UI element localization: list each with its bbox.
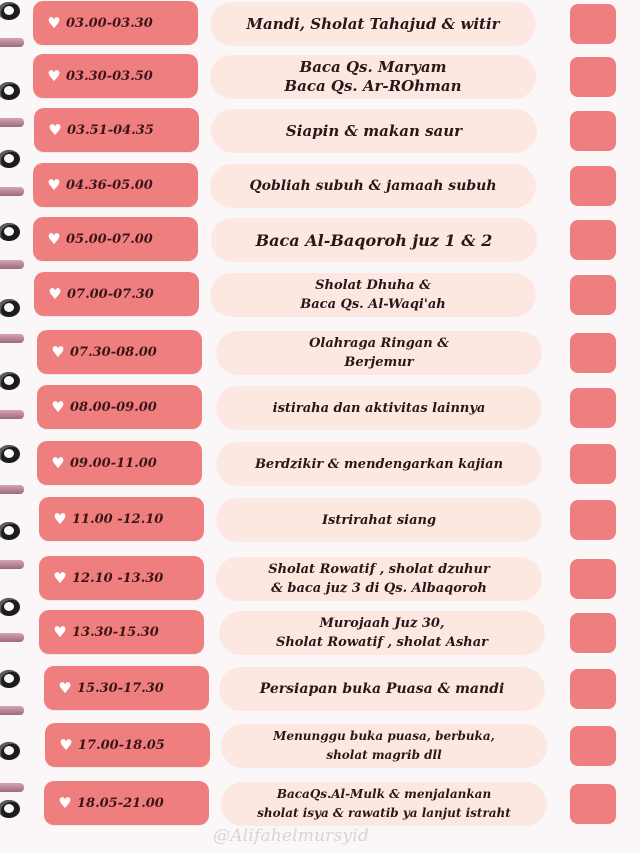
checkbox[interactable] — [570, 726, 616, 766]
heart-icon: ♥ — [47, 14, 61, 32]
time-label: 11.00 -12.10 — [72, 511, 164, 527]
heart-icon: ♥ — [51, 343, 65, 361]
schedule-row — [0, 267, 640, 321]
time-label: 08.00-09.00 — [70, 399, 157, 415]
activity-pill — [221, 782, 547, 826]
time-label: 17.00-18.05 — [78, 737, 165, 753]
activity-pill — [210, 164, 536, 208]
checkbox[interactable] — [570, 166, 616, 206]
heart-icon: ♥ — [53, 510, 67, 528]
activity-pill — [221, 724, 547, 768]
heart-icon: ♥ — [53, 569, 67, 587]
time-slot — [34, 272, 199, 316]
heart-icon: ♥ — [47, 176, 61, 194]
heart-icon: ♥ — [59, 736, 73, 754]
time-slot — [37, 441, 202, 485]
activity-label: BacaQs.Al-Mulk & menjalankan — [276, 787, 492, 801]
activity-pill — [219, 611, 545, 655]
heart-icon: ♥ — [48, 121, 62, 139]
time-slot — [33, 1, 198, 45]
activity-label: Sholat Rowatif , sholat Ashar — [275, 635, 489, 650]
checkbox[interactable] — [570, 275, 616, 315]
heart-icon: ♥ — [48, 285, 62, 303]
checkbox[interactable] — [570, 613, 616, 653]
checkbox[interactable] — [570, 4, 616, 44]
schedule-row — [0, 718, 640, 772]
time-slot — [37, 330, 202, 374]
activity-label: Berdzikir & mendengarkan kajian — [254, 456, 504, 472]
time-label: 09.00-11.00 — [70, 455, 157, 471]
checkbox[interactable] — [570, 669, 616, 709]
checkbox[interactable] — [570, 444, 616, 484]
activity-label: Persiapan buka Puasa & mandi — [259, 680, 505, 697]
time-label: 05.00-07.00 — [66, 231, 153, 247]
activity-label: Olahraga Ringan & — [309, 336, 449, 351]
time-label: 13.30-15.30 — [72, 624, 159, 640]
time-slot — [39, 556, 204, 600]
activity-pill — [210, 2, 536, 46]
activity-label: Menunggu buka puasa, berbuka, — [273, 729, 495, 743]
checkbox[interactable] — [570, 559, 616, 599]
activity-label: Istrirahat siang — [321, 512, 437, 528]
schedule-row — [0, 0, 640, 50]
schedule-row — [0, 380, 640, 434]
checkbox[interactable] — [570, 784, 616, 824]
checkbox[interactable] — [570, 111, 616, 151]
time-label: 03.30-03.50 — [66, 68, 153, 84]
activity-label: Baca Qs. Maryam — [299, 58, 447, 76]
time-slot — [39, 497, 204, 541]
schedule-row — [0, 551, 640, 605]
activity-label: sholat isya & rawatib ya lanjut istraht — [257, 806, 511, 820]
time-label: 12.10 -13.30 — [72, 570, 164, 586]
activity-pill — [219, 667, 545, 711]
schedule-row — [0, 661, 640, 715]
activity-label: Baca Qs. Al-Waqi'ah — [300, 297, 446, 312]
activity-pill — [216, 386, 542, 430]
heart-icon: ♥ — [51, 454, 65, 472]
heart-icon: ♥ — [53, 623, 67, 641]
time-label: 03.00-03.30 — [66, 15, 153, 31]
heart-icon: ♥ — [47, 67, 61, 85]
activity-label: Baca Al-Baqoroh juz 1 & 2 — [255, 230, 493, 250]
activity-label: & baca juz 3 di Qs. Albaqoroh — [271, 581, 487, 596]
schedule-row — [0, 49, 640, 103]
activity-pill — [211, 218, 537, 262]
activity-pill — [216, 331, 542, 375]
schedule-row — [0, 325, 640, 379]
schedule-row — [0, 492, 640, 546]
checkbox[interactable] — [570, 333, 616, 373]
heart-icon: ♥ — [58, 794, 72, 812]
time-slot — [34, 108, 199, 152]
schedule-row — [0, 158, 640, 212]
activity-label: Berjemur — [344, 355, 414, 370]
schedule-row — [0, 605, 640, 659]
schedule-row — [0, 212, 640, 266]
heart-icon: ♥ — [58, 679, 72, 697]
heart-icon: ♥ — [51, 398, 65, 416]
activity-label: Siapin & makan saur — [285, 121, 463, 140]
activity-label: Sholat Dhuha & — [315, 278, 431, 293]
schedule-row — [0, 436, 640, 490]
time-slot — [39, 610, 204, 654]
time-label: 07.30-08.00 — [70, 344, 157, 360]
time-slot — [37, 385, 202, 429]
schedule-row — [0, 103, 640, 157]
watermark: @Alifahelmursyid — [213, 826, 370, 846]
time-label: 18.05-21.00 — [77, 795, 164, 811]
checkbox[interactable] — [570, 388, 616, 428]
time-slot — [33, 217, 198, 261]
activity-label: Qobliah subuh & jamaah subuh — [249, 177, 497, 194]
schedule-row — [0, 776, 640, 830]
activity-label: Sholat Rowatif , sholat dzuhur — [268, 562, 490, 577]
time-slot — [33, 163, 198, 207]
activity-pill — [216, 442, 542, 486]
activity-label: Murojaah Juz 30, — [319, 616, 445, 631]
heart-icon: ♥ — [47, 230, 61, 248]
activity-label: Baca Qs. Ar-ROhman — [284, 77, 462, 95]
activity-label: Mandi, Sholat Tahajud & witir — [246, 14, 500, 33]
checkbox[interactable] — [570, 500, 616, 540]
checkbox[interactable] — [570, 220, 616, 260]
time-slot — [44, 781, 209, 825]
activity-label: istiraha dan aktivitas lainnya — [272, 400, 486, 416]
activity-pill — [216, 498, 542, 542]
time-label: 03.51-04.35 — [67, 122, 154, 138]
activity-pill — [211, 109, 537, 153]
activity-label: sholat magrib dll — [326, 748, 442, 762]
checkbox[interactable] — [570, 57, 616, 97]
activity-pill — [210, 273, 536, 317]
time-label: 04.36-05.00 — [66, 177, 153, 193]
time-slot — [44, 666, 209, 710]
activity-pill — [216, 557, 542, 601]
time-slot — [45, 723, 210, 767]
time-label: 15.30-17.30 — [77, 680, 164, 696]
time-label: 07.00-07.30 — [67, 286, 154, 302]
activity-pill — [210, 55, 536, 99]
time-slot — [33, 54, 198, 98]
